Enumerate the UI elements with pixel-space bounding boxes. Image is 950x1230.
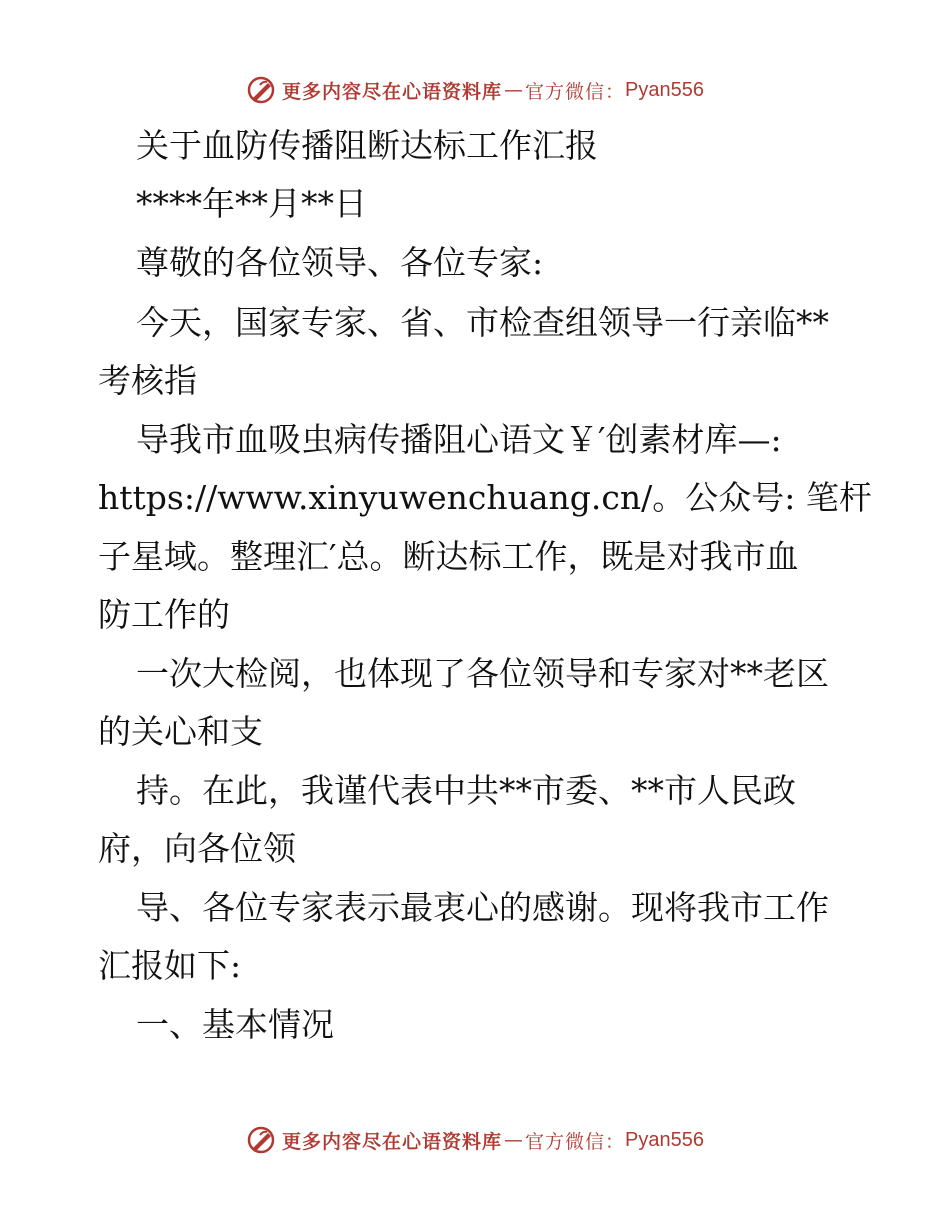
paragraph-line: 导、各位专家表示最衷心的感谢。现将我市工作 [136,888,829,927]
paragraph-line: 的关心和支 [98,712,263,751]
watermark-separator: — [504,1129,524,1151]
watermark-wechat-label: 官方微信： [525,1130,626,1153]
paragraph-line: 一次大检阅，也体现了各位领导和专家对**老区 [136,654,829,693]
watermark-wechat-id: Pyan556 [625,1128,704,1151]
paragraph-line: https://www.xinyuwenchuang.cn/。公众号: 笔杆 [98,478,872,517]
section-heading: 一、基本情况 [136,1005,334,1044]
salutation: 尊敬的各位领导、各位专家: [136,243,544,282]
paragraph-line: 考核指 [98,361,197,400]
paragraph-line: 子星域。整理汇′总。断达标工作，既是对我市血 [98,537,799,576]
watermark-brand: 更多内容尽在心语资料库 [282,1130,503,1153]
paragraph-line: 导我市血吸虫病传播阻心语文￥′创素材库—: [136,420,782,459]
pen-logo-icon [246,1125,276,1155]
paragraph-line: 汇报如下: [98,946,242,985]
paragraph-line: 今天，国家专家、省、市检查组领导一行亲临** [136,303,829,342]
watermark-banner-bottom [0,1120,950,1160]
paragraph-line: 持。在此，我谨代表中共**市委、**市人民政 [136,771,796,810]
watermark-separator: — [504,79,524,101]
watermark-wechat-label: 官方微信： [525,80,626,103]
watermark-wechat-id: Pyan556 [625,78,704,101]
document-title: 关于血防传播阻断达标工作汇报 [136,126,598,165]
paragraph-line: 防工作的 [98,595,230,634]
document-date: ****年**月**日 [136,184,367,223]
paragraph-line: 府，向各位领 [98,829,296,868]
watermark-brand: 更多内容尽在心语资料库 [282,80,503,103]
